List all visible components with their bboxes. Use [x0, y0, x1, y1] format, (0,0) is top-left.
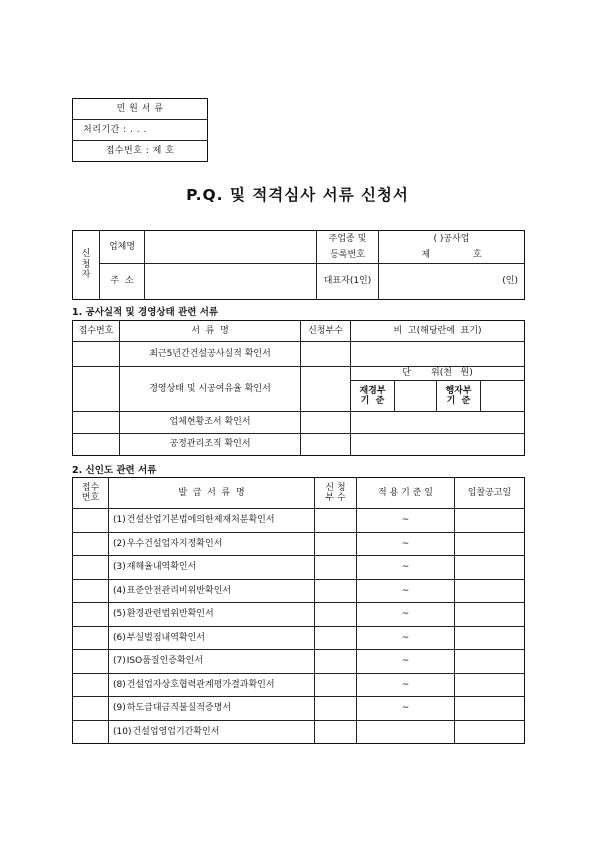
receipt-number[interactable]: 접수번호 : 제 호 — [73, 141, 208, 162]
doc-name: 공정관리조직 확인서 — [120, 434, 301, 456]
doc-prefix: (2) — [113, 538, 126, 549]
company-field[interactable] — [145, 231, 317, 264]
col-header-doc-name: 서 류 명 — [120, 321, 301, 342]
col-header-date: 적 용 기 준 일 — [357, 478, 455, 509]
receipt-cell[interactable] — [73, 556, 109, 580]
receipt-cell[interactable] — [73, 579, 109, 603]
bid-date-cell[interactable] — [455, 673, 525, 697]
doc-title: 우수건설업자지정확인서 — [126, 538, 223, 549]
section2-rows — [73, 509, 525, 744]
financial-basis-line: 재경부 — [359, 385, 386, 396]
doc-name — [109, 626, 315, 650]
doc-title: 하도급대금직불실적증명서 — [126, 703, 232, 714]
doc-name — [109, 509, 315, 533]
receipt-cell[interactable] — [73, 697, 109, 721]
receipt-cell[interactable] — [73, 434, 120, 456]
copies-cell[interactable] — [315, 532, 357, 556]
financial-basis-value[interactable] — [395, 381, 437, 412]
doc-prefix: (6) — [113, 632, 126, 643]
industry-label-line: 주업종 및 — [328, 234, 367, 245]
col-header-copies: 신청부수 — [301, 321, 351, 342]
applicant-table — [72, 230, 525, 300]
industry-label-line: 등록번호 — [330, 249, 365, 260]
company-label: 업체명 — [100, 231, 145, 264]
table-row — [73, 603, 525, 627]
doc-prefix: (8) — [113, 679, 126, 690]
industry-label — [317, 231, 379, 264]
col-header-bid-date: 입찰공고일 — [455, 478, 525, 509]
receipt-cell[interactable] — [73, 412, 120, 434]
processing-period[interactable]: 처리기간 : . . . — [73, 120, 208, 141]
bid-date-cell[interactable] — [455, 579, 525, 603]
col-header-line: 접수 — [81, 482, 100, 493]
doc-name: 업체현황조서 확인서 — [120, 412, 301, 434]
receipt-cell[interactable] — [73, 603, 109, 627]
doc-name: 경영상태 및 시공여유율 확인서 — [120, 367, 301, 412]
doc-name — [109, 720, 315, 744]
date-cell[interactable]: ~ — [357, 509, 455, 533]
receipt-box — [72, 98, 208, 162]
date-cell[interactable] — [357, 720, 455, 744]
doc-name — [109, 603, 315, 627]
page-title: P.Q. 및 적격심사 서류 신청서 — [186, 186, 409, 204]
table-row — [73, 650, 525, 674]
doc-name — [109, 697, 315, 721]
table-row — [73, 697, 525, 721]
copies-cell[interactable] — [315, 556, 357, 580]
date-cell[interactable]: ~ — [357, 532, 455, 556]
doc-prefix: (10) — [113, 726, 132, 737]
col-header-line: 번호 — [81, 493, 100, 503]
doc-prefix: (3) — [113, 562, 126, 573]
copies-cell[interactable] — [315, 650, 357, 674]
doc-name — [109, 650, 315, 674]
table-row — [73, 673, 525, 697]
date-cell[interactable]: ~ — [357, 650, 455, 674]
copies-cell[interactable] — [301, 412, 351, 434]
doc-prefix: (1) — [113, 515, 126, 526]
admin-basis-line: 행자부 — [445, 385, 472, 396]
bid-date-cell[interactable] — [455, 720, 525, 744]
copies-cell[interactable] — [301, 367, 351, 412]
col-header-line: 부 수 — [325, 493, 346, 503]
remarks-cell[interactable] — [351, 412, 525, 434]
remarks-cell[interactable] — [351, 434, 525, 456]
receipt-cell[interactable] — [73, 509, 109, 533]
table-row — [73, 342, 525, 367]
receipt-cell[interactable] — [73, 720, 109, 744]
applicant-label-char: 청 — [81, 259, 91, 270]
copies-cell[interactable] — [315, 673, 357, 697]
bid-date-cell[interactable] — [455, 626, 525, 650]
copies-cell[interactable] — [315, 579, 357, 603]
admin-basis-value[interactable] — [481, 381, 525, 412]
section1-heading: 1. 공사실적 및 경영상태 관련 서류 — [72, 307, 219, 318]
copies-cell[interactable] — [315, 720, 357, 744]
section2-table — [72, 477, 525, 744]
bid-date-cell[interactable] — [455, 509, 525, 533]
table-row — [73, 579, 525, 603]
copies-cell[interactable] — [315, 603, 357, 627]
bid-date-cell[interactable] — [455, 697, 525, 721]
applicant-label-char: 신 — [81, 249, 91, 260]
date-cell[interactable]: ~ — [357, 603, 455, 627]
table-row — [73, 367, 525, 381]
copies-cell[interactable] — [315, 509, 357, 533]
doc-title: 재해율내역확인서 — [126, 562, 197, 573]
section1-table — [72, 320, 525, 456]
doc-name — [109, 532, 315, 556]
receipt-cell[interactable] — [73, 650, 109, 674]
col-header-line: 신 청 — [325, 482, 346, 493]
doc-title: ISO품질인증확인서 — [126, 656, 204, 667]
receipt-cell[interactable] — [73, 626, 109, 650]
copies-cell[interactable] — [315, 697, 357, 721]
doc-prefix: (5) — [113, 609, 126, 620]
unit-label: 단 위(천 원) — [351, 367, 525, 381]
col-header-copies — [315, 478, 357, 509]
bid-date-cell[interactable] — [455, 532, 525, 556]
copies-cell[interactable] — [315, 626, 357, 650]
doc-title: 건설업자상호협력관계평가결과확인서 — [126, 679, 275, 690]
representative-label: 대표자(1인) — [317, 264, 379, 300]
col-header-receipt — [73, 478, 109, 509]
financial-basis-label — [351, 381, 395, 412]
date-cell[interactable]: ~ — [357, 673, 455, 697]
doc-name — [109, 579, 315, 603]
financial-basis-line: 기 준 — [360, 396, 385, 406]
remarks-cell[interactable] — [351, 342, 525, 367]
doc-name — [109, 556, 315, 580]
section2-heading: 2. 신인도 관련 서류 — [72, 465, 157, 476]
receipt-cell[interactable] — [73, 532, 109, 556]
date-cell[interactable]: ~ — [357, 697, 455, 721]
applicant-group-label — [73, 231, 100, 300]
receipt-cell[interactable] — [73, 367, 120, 412]
copies-cell[interactable] — [301, 434, 351, 456]
admin-basis-label — [437, 381, 481, 412]
doc-prefix: (9) — [113, 703, 126, 714]
industry-field[interactable] — [379, 231, 525, 264]
bid-date-cell[interactable] — [455, 556, 525, 580]
doc-prefix: (7) — [113, 656, 126, 667]
receipt-cell[interactable] — [73, 673, 109, 697]
table-row — [73, 556, 525, 580]
col-header-receipt: 접수번호 — [73, 321, 120, 342]
doc-name — [109, 673, 315, 697]
industry-type-value: ( )공사업 — [433, 234, 470, 245]
table-row — [73, 720, 525, 744]
receipt-title: 민 원 서 류 — [73, 99, 208, 120]
doc-title: 부실벌점내역확인서 — [126, 632, 205, 643]
registration-number-value: 제 호 — [421, 249, 482, 260]
doc-title: 건설업영업기간확인서 — [132, 726, 220, 737]
receipt-cell[interactable] — [73, 342, 120, 367]
doc-title: 환경관련법위반확인서 — [126, 609, 214, 620]
col-header-doc-name: 발 급 서 류 명 — [109, 478, 315, 509]
col-header-remarks: 비 고(해당란에 표기) — [351, 321, 525, 342]
address-field[interactable] — [145, 264, 317, 300]
copies-cell[interactable] — [301, 342, 351, 367]
date-cell[interactable]: ~ — [357, 579, 455, 603]
admin-basis-line: 기 준 — [446, 396, 471, 406]
address-label: 주 소 — [100, 264, 145, 300]
doc-prefix: (4) — [113, 585, 126, 596]
doc-name: 최근5년간건설공사실적 확인서 — [120, 342, 301, 367]
doc-title: 건설산업기본법에의한제재처분확인서 — [126, 515, 275, 526]
doc-title: 표준안전관리비위반확인서 — [126, 585, 232, 596]
table-row — [73, 532, 525, 556]
table-row — [73, 434, 525, 456]
table-row — [73, 626, 525, 650]
bid-date-cell[interactable] — [455, 650, 525, 674]
date-cell[interactable]: ~ — [357, 556, 455, 580]
date-cell[interactable]: ~ — [357, 626, 455, 650]
bid-date-cell[interactable] — [455, 603, 525, 627]
table-row — [73, 412, 525, 434]
applicant-label-char: 자 — [81, 270, 91, 281]
representative-field[interactable]: (인) — [379, 264, 525, 300]
table-row — [73, 509, 525, 533]
